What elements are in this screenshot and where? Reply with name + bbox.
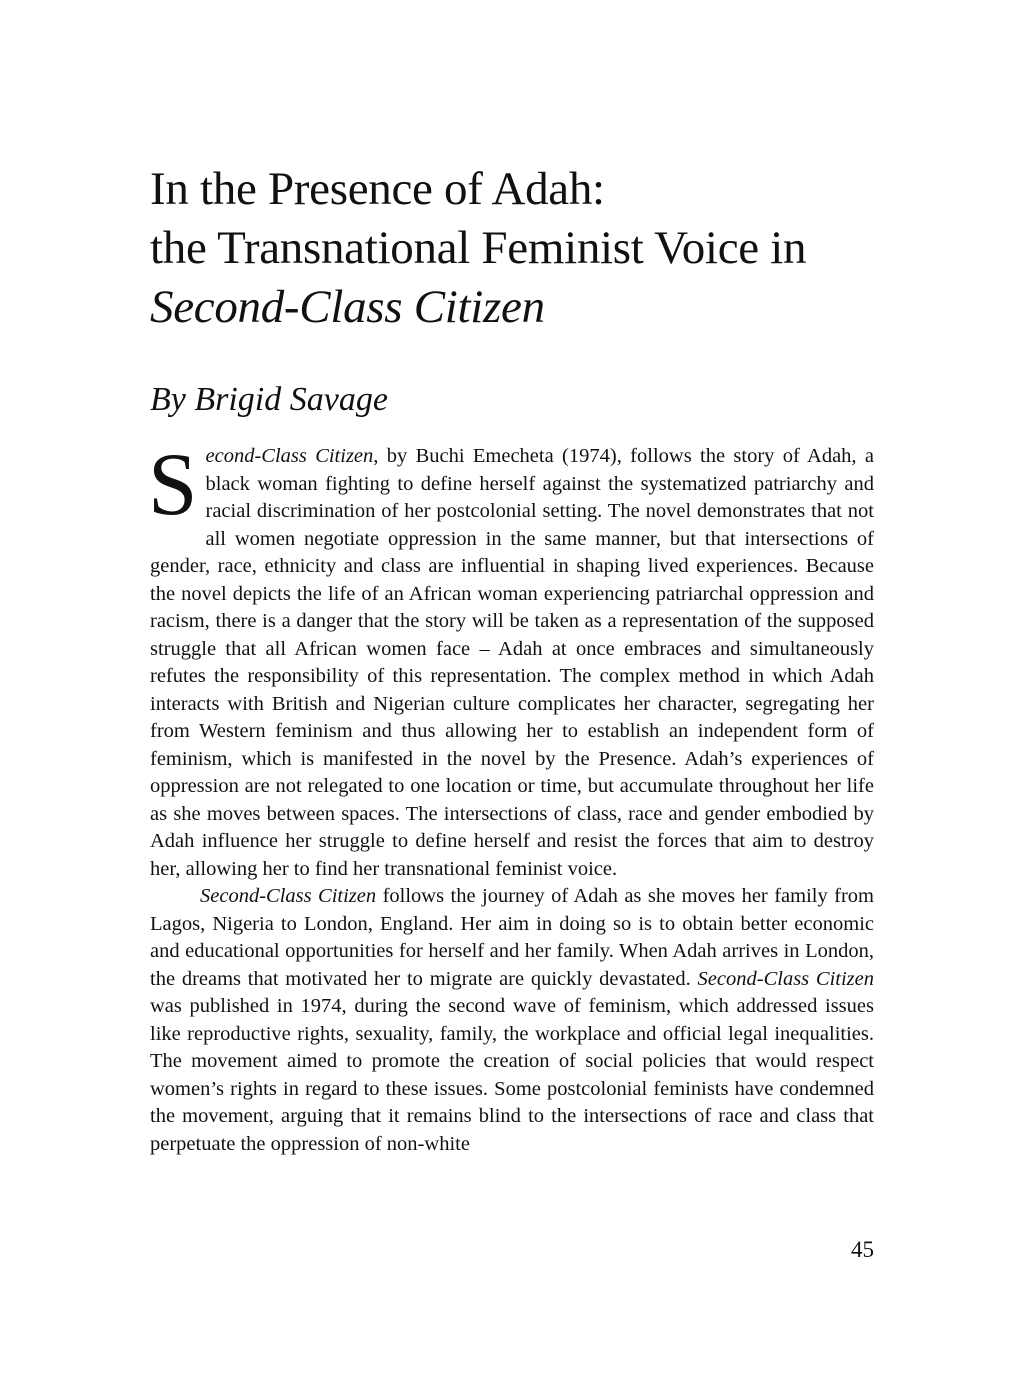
author-byline: By Brigid Savage bbox=[150, 381, 388, 418]
book-title-italic: Second-Class Citizen bbox=[200, 885, 377, 907]
page bbox=[150, 0, 874, 1390]
title-line-1: In the Presence of Adah: bbox=[150, 163, 605, 215]
page-number: 45 bbox=[851, 1237, 874, 1262]
body-paragraph-2 bbox=[150, 883, 874, 1158]
paragraph-2-text-a: follows the journey of Adah as she moves her family from Lagos, Nigeria to London, England. Her aim in doing so is to obtain better economic and educational opportunities for herself and her family. When Adah arrives in London, the dreams that motivated her to migrate are quickly devastated. bbox=[150, 885, 875, 990]
title-line-3: Second-Class Citizen bbox=[150, 281, 545, 333]
body-paragraph-1 bbox=[148, 436, 874, 883]
paragraph-1-text: , by Buchi Emecheta (1974), follows the story of Adah, a black woman fighting to define herself against the systematized patriarchy and racial discrimination of her postcolonial setting. The novel demonstrates that not all women negotiate oppression in the same manner, but that intersections of gender, race, ethnicity and class are influential in shaping lived experiences. Because the novel depicts the life of an African woman experiencing patriarchal oppression and racism, there is a danger that the story will be taken as a representation of the supposed struggle that all African women face – Adah at once embraces and simultaneously refutes the responsibility of this representation. The complex method in which Adah interacts with British and Nigerian culture complicates her character, segregating her from Western feminism and thus allowing her to establish an independent form of feminism, which is manifested in the novel by the Presence. Adah’s experiences of oppression are not relegated to one location or time, but accumulate throughout her life as she moves between spaces. The intersections of class, race and gender embodied by Adah influence her struggle to define herself and resist the forces that aim to destroy her, allowing her to find her transnational feminist voice. bbox=[150, 445, 874, 880]
article-title bbox=[150, 160, 874, 337]
drop-cap: S bbox=[148, 436, 198, 534]
book-title-italic: econd-Class Citizen bbox=[205, 445, 374, 467]
title-line-2: the Transnational Feminist Voice in bbox=[150, 222, 807, 274]
article-body bbox=[148, 436, 875, 1158]
paragraph-2-text-b: was published in 1974, during the second wave of feminism, which addressed issues like reproductive rights, sexuality, family, the workplace and official legal inequalities. The movement aimed to promote the creation of social policies that would respect women’s rights in regard to these issues. Some postcolonial feminists have condemned the movement, arguing that it remains blind to the intersections of race and class that perpetuate the oppression of non-white bbox=[150, 995, 874, 1155]
book-title-italic: Second-Class Citizen bbox=[697, 967, 875, 990]
